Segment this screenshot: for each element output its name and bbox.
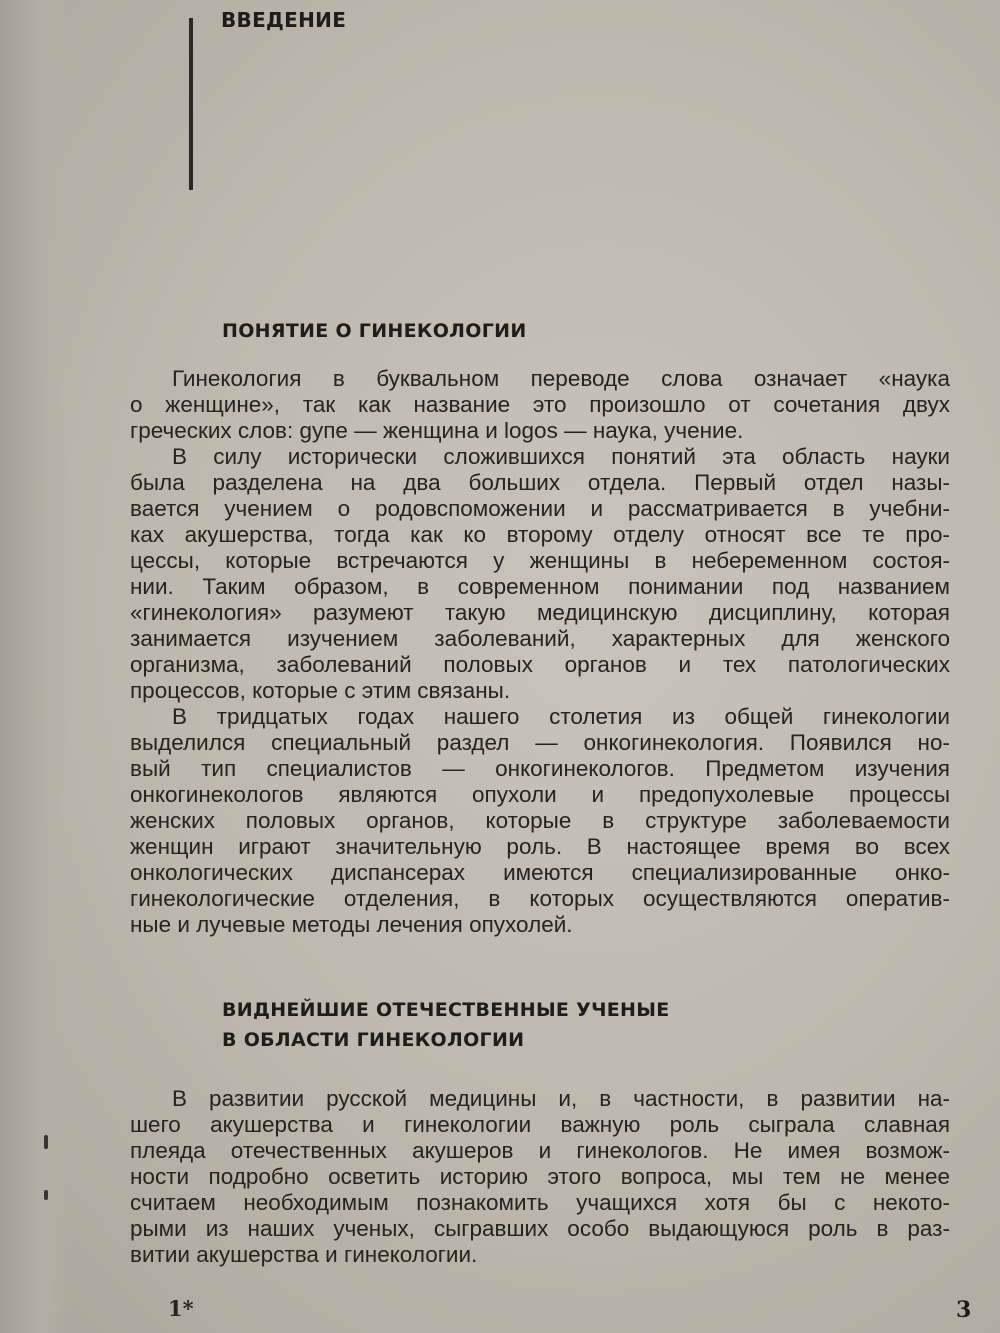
text-line: вается учением о родовспоможении и рассматривается в учебни- <box>130 496 950 521</box>
text-line: рыми из наших ученых, сыгравших особо выдающуюся роль в раз- <box>130 1216 950 1241</box>
text-line: плеяда отечественных акушеров и гинекологов. Не имея возмож- <box>130 1138 950 1163</box>
text-line: нии. Таким образом, в современном понимании под названием <box>130 574 950 599</box>
text-line: В силу исторически сложившихся понятий эта область науки <box>172 444 950 469</box>
signature-mark: 1* <box>168 1296 194 1321</box>
text-line: гинекологические отделения, в которых осуществляются оператив- <box>130 886 950 911</box>
section1-paragraph-3 <box>130 704 950 938</box>
text-line: была разделена на два больших отдела. Первый отдел назы- <box>130 470 950 495</box>
section2-title-line: ВИДНЕЙШИЕ ОТЕЧЕСТВЕННЫЕ УЧЕНЫЕ <box>222 999 670 1021</box>
text-line: считаем необходимым познакомить учащихся хотя бы с некото- <box>130 1190 950 1215</box>
text-line: женщин играют значительную роль. В настоящее время во всех <box>130 834 950 859</box>
section2-title <box>222 995 669 1055</box>
text-line: процессов, которые с этим связаны. <box>130 678 511 703</box>
text-line: витии акушерства и гинекологии. <box>130 1242 478 1267</box>
section2-title-line: В ОБЛАСТИ ГИНЕКОЛОГИИ <box>222 1029 525 1051</box>
text-line: «гинекология» разумеют такую медицинскую дисциплину, которая <box>130 600 950 625</box>
ink-speck <box>44 1135 48 1149</box>
text-line: о женщине», так как название это произошло от сочетания двух <box>130 392 950 417</box>
text-line: греческих слов: gупе — женщина и logos — наука, учение. <box>130 418 744 443</box>
text-line: шего акушерства и гинекологии важную роль сыграла славная <box>130 1112 950 1137</box>
text-line: ные и лучевые методы лечения опухолей. <box>130 912 573 937</box>
gutter-shadow <box>0 0 70 1333</box>
section1-title: ПОНЯТИЕ О ГИНЕКОЛОГИИ <box>222 320 527 342</box>
text-line: вый тип специалистов — онкогинекологов. Предметом изучения <box>130 756 950 781</box>
text-line: онкологических диспансерах имеются специализированные онко- <box>130 860 950 885</box>
page-number: 3 <box>956 1297 972 1323</box>
text-line: онкогинекологов являются опухоли и предопухолевые процессы <box>130 782 950 807</box>
section2-paragraph-1 <box>130 1086 950 1268</box>
margin-rule <box>189 18 193 190</box>
text-line: В развитии русской медицины и, в частности, в развитии на- <box>172 1086 950 1111</box>
text-line: ках акушерства, тогда как ко второму отделу относят все те про- <box>130 522 950 547</box>
section1-paragraph-1 <box>130 366 950 444</box>
section1-paragraph-2 <box>130 444 950 704</box>
text-line: организма, заболеваний половых органов и тех патологических <box>130 652 950 677</box>
ink-speck <box>44 1190 48 1200</box>
text-line: В тридцатых годах нашего столетия из общей гинекологии <box>172 704 950 729</box>
text-line: женских половых органов, которые в структуре заболеваемости <box>130 808 950 833</box>
text-line: занимается изучением заболеваний, характерных для женского <box>130 626 950 651</box>
text-line: цессы, которые встречаются у женщины в небеременном состоя- <box>130 548 950 573</box>
text-line: выделился специальный раздел — онкогинекология. Появился но- <box>130 730 950 755</box>
text-line: Гинекология в буквальном переводе слова означает «наука <box>172 366 950 391</box>
intro-title: ВВЕДЕНИЕ <box>221 8 347 32</box>
text-line: ности подробно осветить историю этого вопроса, мы тем не менее <box>130 1164 950 1189</box>
